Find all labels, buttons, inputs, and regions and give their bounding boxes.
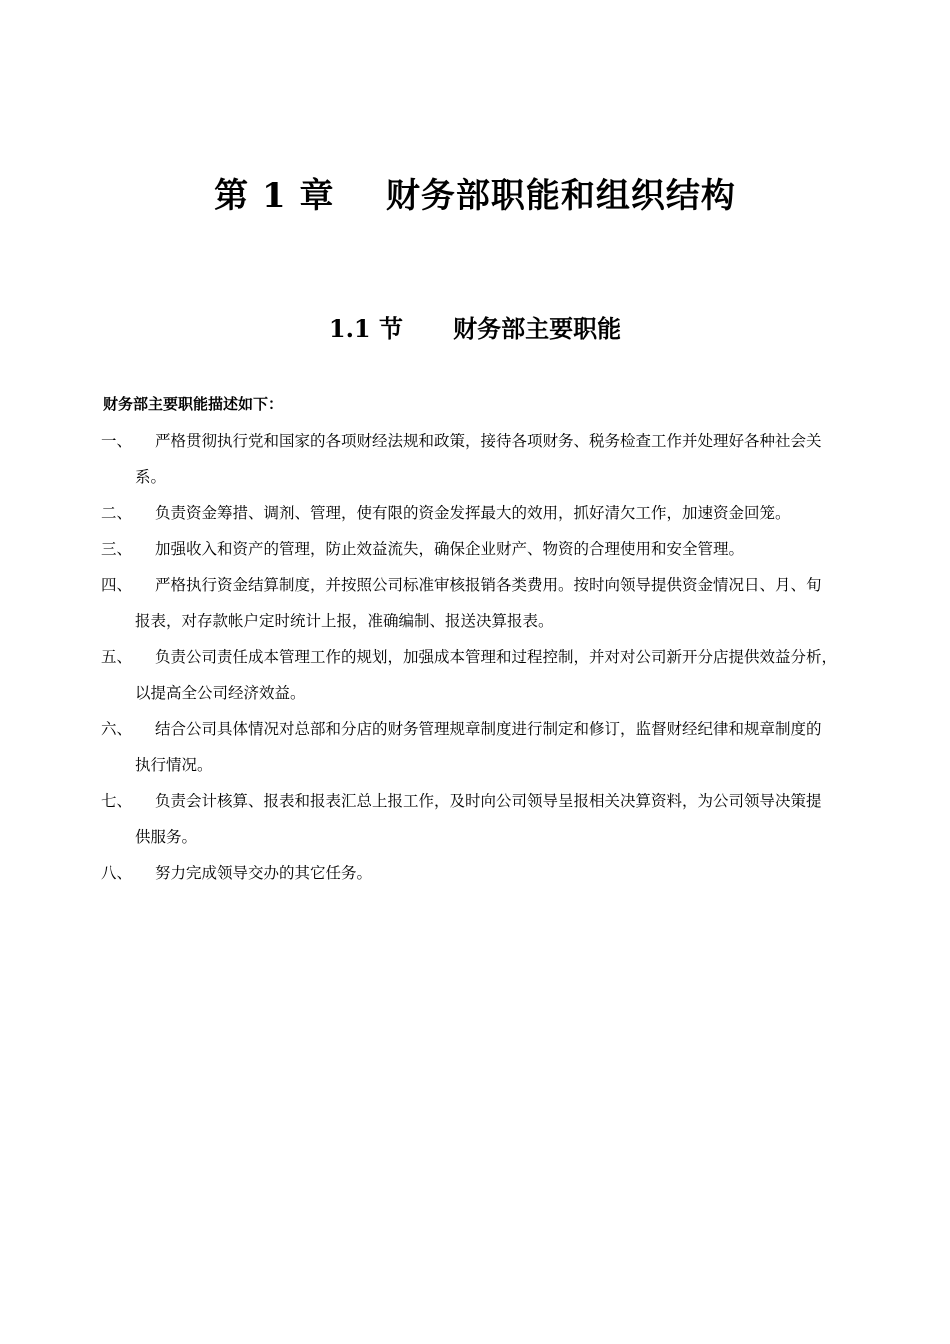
list-item [0,712,950,784]
item-text: 负责资金筹措、调剂、管理，使有限的资金发挥最大的效用，抓好清欠工作，加速资金回笼。 [155,504,791,522]
item-number: 四、 [101,576,133,594]
item-text: 严格贯彻执行党和国家的各项财经法规和政策，接待各项财务、税务检查工作并处理好各种社会关 [155,432,822,450]
item-text-continued: 以提高全公司经济效益。 [135,683,306,702]
item-number: 七、 [101,792,133,810]
duty-list [0,424,950,892]
item-text: 努力完成领导交办的其它任务。 [155,864,373,882]
item-number: 八、 [101,864,133,882]
list-item [0,532,950,568]
list-item [0,856,950,892]
list-item [0,784,950,856]
list-item [0,640,950,712]
item-text: 严格执行资金结算制度，并按照公司标准审核报销各类费用。按时向领导提供资金情况日、月、旬 [155,576,822,594]
intro-text: 财务部主要职能描述如下： [103,395,284,413]
item-text: 负责公司责任成本管理工作的规划，加强成本管理和过程控制，并对对公司新开分店提供效益分析， [155,648,838,666]
chapter-title: 第 1 章 财务部职能和组织结构 [214,176,736,216]
section-title: 1.1 节 财务部主要职能 [328,314,622,343]
item-text: 加强收入和资产的管理，防止效益流失，确保企业财产、物资的合理使用和安全管理。 [155,540,745,558]
item-number: 二、 [101,504,133,522]
item-text: 结合公司具体情况对总部和分店的财务管理规章制度进行制定和修订，监督财经纪律和规章制度的 [155,720,822,738]
item-text: 负责会计核算、报表和报表汇总上报工作，及时向公司领导呈报相关决算资料，为公司领导决策提 [155,792,822,810]
item-number: 一、 [101,432,133,450]
item-text-continued: 执行情况。 [135,755,213,774]
item-text-continued: 供服务。 [135,827,198,846]
item-text-continued: 报表，对存款帐户定时统计上报，准确编制、报送决算报表。 [135,611,554,630]
item-number: 六、 [101,720,133,738]
item-text-continued: 系。 [135,467,167,486]
item-number: 三、 [101,540,133,558]
item-number: 五、 [101,648,133,666]
list-item [0,424,950,496]
list-item [0,496,950,532]
list-item [0,568,950,640]
